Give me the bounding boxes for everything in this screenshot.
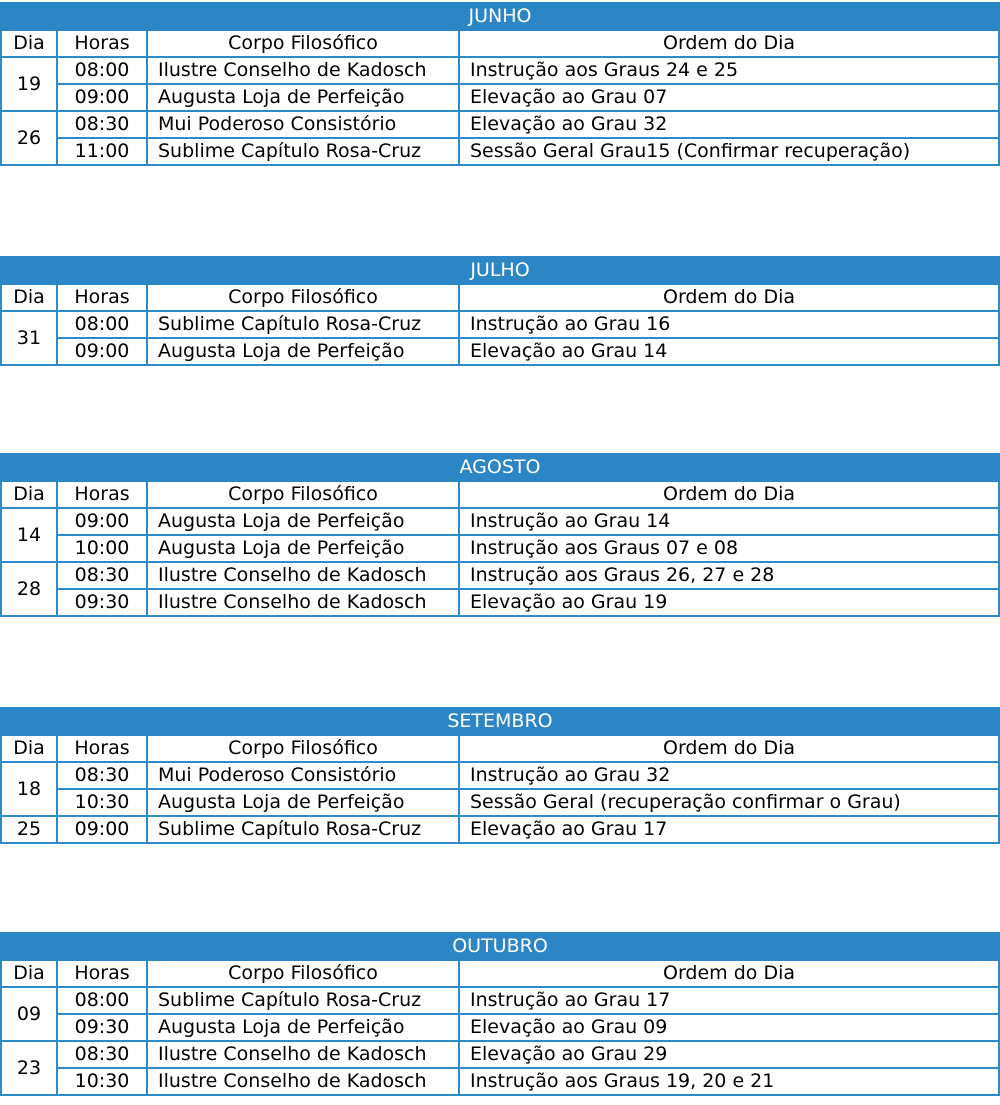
table-row <box>1 1068 999 1095</box>
agenda-cell: Instrução ao Grau 16 <box>459 311 999 338</box>
time-cell: 08:30 <box>57 111 147 138</box>
header-row <box>1 960 999 987</box>
table-row <box>1 311 999 338</box>
column-header-ordem: Ordem do Dia <box>459 481 999 508</box>
month-title: SETEMBRO <box>1 708 999 735</box>
agenda-cell: Sessão Geral (recuperação confirmar o Grau) <box>459 789 999 816</box>
column-header-corpo: Corpo Filosófico <box>147 30 459 57</box>
day-cell: 28 <box>1 562 57 616</box>
time-cell: 09:30 <box>57 1014 147 1041</box>
table-row <box>1 338 999 365</box>
body-cell: Sublime Capítulo Rosa-Cruz <box>147 816 459 843</box>
agenda-cell: Instrução aos Graus 19, 20 e 21 <box>459 1068 999 1095</box>
column-header-dia: Dia <box>1 30 57 57</box>
time-cell: 08:30 <box>57 1041 147 1068</box>
agenda-cell: Elevação ao Grau 17 <box>459 816 999 843</box>
time-cell: 09:00 <box>57 816 147 843</box>
body-cell: Sublime Capítulo Rosa-Cruz <box>147 138 459 165</box>
agenda-cell: Elevação ao Grau 19 <box>459 589 999 616</box>
agenda-cell: Elevação ao Grau 09 <box>459 1014 999 1041</box>
body-cell: Sublime Capítulo Rosa-Cruz <box>147 987 459 1014</box>
body-cell: Ilustre Conselho de Kadosch <box>147 57 459 84</box>
time-cell: 08:00 <box>57 57 147 84</box>
day-cell: 31 <box>1 311 57 365</box>
table-row <box>1 138 999 165</box>
agenda-cell: Instrução aos Graus 24 e 25 <box>459 57 999 84</box>
table-row <box>1 508 999 535</box>
table-row <box>1 535 999 562</box>
month-title: OUTUBRO <box>1 933 999 960</box>
time-cell: 09:00 <box>57 508 147 535</box>
agenda-cell: Elevação ao Grau 07 <box>459 84 999 111</box>
column-header-ordem: Ordem do Dia <box>459 960 999 987</box>
day-cell: 09 <box>1 987 57 1041</box>
day-cell: 14 <box>1 508 57 562</box>
schedule-table-julho <box>0 256 1000 366</box>
agenda-cell: Instrução ao Grau 17 <box>459 987 999 1014</box>
column-header-horas: Horas <box>57 284 147 311</box>
time-cell: 10:30 <box>57 789 147 816</box>
column-header-dia: Dia <box>1 284 57 311</box>
agenda-cell: Elevação ao Grau 29 <box>459 1041 999 1068</box>
agenda-cell: Instrução aos Graus 26, 27 e 28 <box>459 562 999 589</box>
time-cell: 08:30 <box>57 562 147 589</box>
table-row <box>1 762 999 789</box>
body-cell: Ilustre Conselho de Kadosch <box>147 562 459 589</box>
agenda-cell: Elevação ao Grau 32 <box>459 111 999 138</box>
table-row <box>1 1041 999 1068</box>
agenda-cell: Instrução ao Grau 14 <box>459 508 999 535</box>
time-cell: 09:00 <box>57 338 147 365</box>
day-cell: 18 <box>1 762 57 816</box>
table-row <box>1 57 999 84</box>
time-cell: 11:00 <box>57 138 147 165</box>
column-header-corpo: Corpo Filosófico <box>147 481 459 508</box>
header-row <box>1 30 999 57</box>
body-cell: Ilustre Conselho de Kadosch <box>147 1041 459 1068</box>
table-row <box>1 1014 999 1041</box>
header-row <box>1 284 999 311</box>
table-row <box>1 987 999 1014</box>
table-row <box>1 562 999 589</box>
column-header-corpo: Corpo Filosófico <box>147 735 459 762</box>
table-row <box>1 589 999 616</box>
time-cell: 08:00 <box>57 987 147 1014</box>
table-row <box>1 789 999 816</box>
column-header-horas: Horas <box>57 481 147 508</box>
column-header-corpo: Corpo Filosófico <box>147 284 459 311</box>
column-header-dia: Dia <box>1 735 57 762</box>
time-cell: 08:30 <box>57 762 147 789</box>
body-cell: Ilustre Conselho de Kadosch <box>147 589 459 616</box>
schedule-table-outubro <box>0 932 1000 1096</box>
schedule-table-junho <box>0 2 1000 166</box>
body-cell: Augusta Loja de Perfeição <box>147 508 459 535</box>
time-cell: 09:00 <box>57 84 147 111</box>
schedule-table-setembro <box>0 707 1000 844</box>
header-row <box>1 735 999 762</box>
agenda-cell: Elevação ao Grau 14 <box>459 338 999 365</box>
body-cell: Augusta Loja de Perfeição <box>147 535 459 562</box>
body-cell: Augusta Loja de Perfeição <box>147 338 459 365</box>
column-header-horas: Horas <box>57 735 147 762</box>
table-row <box>1 111 999 138</box>
time-cell: 10:30 <box>57 1068 147 1095</box>
body-cell: Augusta Loja de Perfeição <box>147 789 459 816</box>
agenda-cell: Sessão Geral Grau15 (Confirmar recuperação) <box>459 138 999 165</box>
body-cell: Sublime Capítulo Rosa-Cruz <box>147 311 459 338</box>
time-cell: 08:00 <box>57 311 147 338</box>
body-cell: Augusta Loja de Perfeição <box>147 84 459 111</box>
time-cell: 09:30 <box>57 589 147 616</box>
body-cell: Augusta Loja de Perfeição <box>147 1014 459 1041</box>
agenda-cell: Instrução aos Graus 07 e 08 <box>459 535 999 562</box>
table-row <box>1 84 999 111</box>
day-cell: 26 <box>1 111 57 165</box>
table-row <box>1 816 999 843</box>
column-header-ordem: Ordem do Dia <box>459 735 999 762</box>
day-cell: 25 <box>1 816 57 843</box>
day-cell: 19 <box>1 57 57 111</box>
body-cell: Mui Poderoso Consistório <box>147 762 459 789</box>
column-header-dia: Dia <box>1 481 57 508</box>
body-cell: Mui Poderoso Consistório <box>147 111 459 138</box>
header-row <box>1 481 999 508</box>
column-header-ordem: Ordem do Dia <box>459 284 999 311</box>
column-header-dia: Dia <box>1 960 57 987</box>
schedule-table-agosto <box>0 453 1000 617</box>
body-cell: Ilustre Conselho de Kadosch <box>147 1068 459 1095</box>
month-title: JULHO <box>1 257 999 284</box>
column-header-horas: Horas <box>57 960 147 987</box>
month-title: AGOSTO <box>1 454 999 481</box>
column-header-ordem: Ordem do Dia <box>459 30 999 57</box>
month-title: JUNHO <box>1 3 999 30</box>
day-cell: 23 <box>1 1041 57 1095</box>
time-cell: 10:00 <box>57 535 147 562</box>
agenda-cell: Instrução ao Grau 32 <box>459 762 999 789</box>
column-header-corpo: Corpo Filosófico <box>147 960 459 987</box>
column-header-horas: Horas <box>57 30 147 57</box>
